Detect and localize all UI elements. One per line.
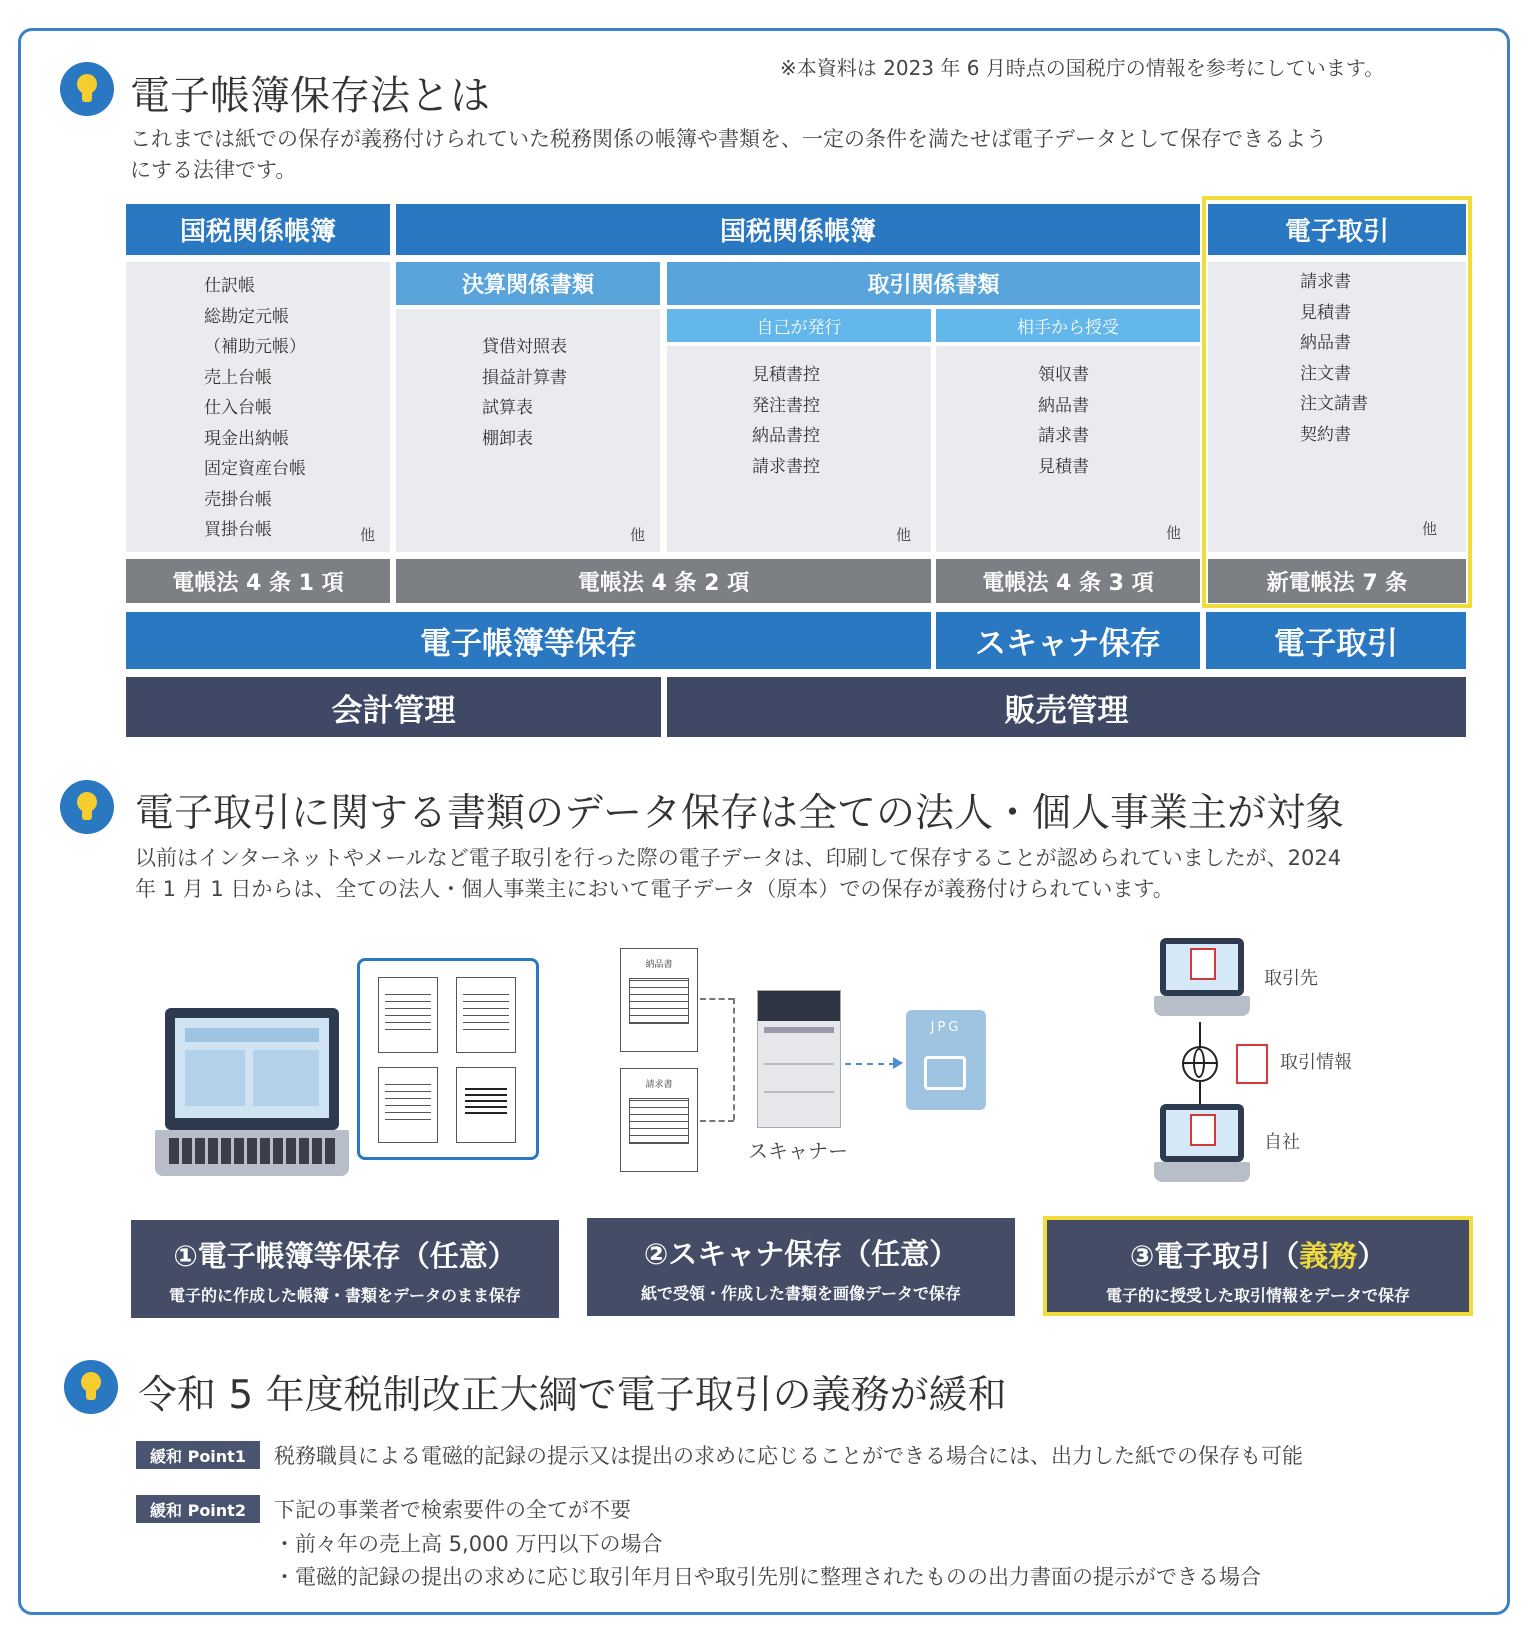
connector-line [700,1120,734,1122]
document-icon [456,977,516,1053]
connector-line [700,998,734,1000]
jpg-file-icon: JPG [906,1010,986,1110]
kessan-header: 決算関係書類 [396,262,660,305]
section2-title: 電子取引に関する書類のデータ保存は全ての法人・個人事業主が対象 [135,791,1345,836]
mgmt-accounting: 会計管理 [126,677,661,737]
transaction-info-label: 取引情報 [1280,1052,1352,1073]
section1-description: これまでは紙での保存が義務付けられていた税務関係の帳簿や書類を、一定の条件を満たせば電子データとして保存できるよう にする法律です。 [130,127,1327,182]
self-laptop-icon [1160,1104,1244,1162]
jiko-header: 自己が発行 [667,309,931,342]
mgmt-sales: 販売管理 [667,677,1466,737]
reference-note: ※本資料は 2023 年 6 月時点の国税庁の情報を参考にしています。 [780,56,1385,80]
law-2: 電帳法 4 条 2 項 [396,559,931,603]
scanner-label: スキャナー [748,1139,848,1163]
section1-title: 電子帳簿保存法とは [130,73,490,119]
aite-list: 領収書 納品書 請求書 見積書 [1038,365,1089,477]
denshi-list: 請求書 見積書 納品書 注文書 注文請書 契約書 [1300,272,1368,445]
lightbulb-icon [60,780,114,834]
paper-invoice-icon: 納品書 [620,948,698,1052]
pdf-icon [1190,948,1216,980]
self-laptop-base [1154,1162,1250,1182]
other-label: 他 [896,526,912,544]
partner-label: 取引先 [1264,968,1318,989]
mode-denshi-chobo: ①電子帳簿等保存（任意） 電子的に作成した帳簿・書類をデータのまま保存 [131,1220,559,1318]
laptop-keyboard [155,1130,349,1176]
point2-bullet-2: ・電磁的記録の提出の求めに応じ取引年月日や取引先別に整理されたものの出力書面の提示ができる場合 [274,1565,1261,1589]
torihiki-header: 取引関係書類 [667,262,1200,305]
category-denshi-torihiki: 電子取引 [1206,612,1466,669]
mode-denshi-torihiki: ③電子取引（義務） 電子的に授受した取引情報をデータで保存 [1043,1216,1473,1316]
other-label: 他 [1422,520,1438,538]
arrow-to-jpg [845,1063,895,1065]
other-label: 他 [630,526,646,544]
connector-line [733,998,735,1120]
point2-text: 下記の事業者で検索要件の全てが不要 [274,1498,631,1522]
globe-icon [1182,1046,1218,1082]
point1-text: 税務職員による電磁的記録の提示又は提出の求めに応じることができる場合には、出力した紙での保存も可能 [274,1444,1303,1468]
section2-description: 以前はインターネットやメールなど電子取引を行った際の電子データは、印刷して保存することが認められていましたが、2024 年 1 月 1 日からは、全ての法人・個人事業主において電子データ（原本）での保存が義務付けられています。 [135,846,1342,901]
lightbulb-icon [60,62,114,116]
law-1: 電帳法 4 条 1 項 [126,559,390,603]
lightbulb-icon [64,1360,118,1414]
mode-scanner: ②スキャナ保存（任意） 紙で受領・作成した書類を画像データで保存 [587,1218,1015,1316]
paper-bill-icon: 請求書 [620,1068,698,1172]
pdf-icon [1190,1114,1216,1146]
scanner-icon [757,990,841,1128]
law-4: 新電帳法 7 条 [1208,559,1466,603]
partner-laptop-base [1154,996,1250,1016]
aite-header: 相手から授受 [936,309,1200,342]
point2-badge: 緩和 Point2 [136,1495,260,1523]
document-icon [456,1067,516,1143]
arrow-head-icon [893,1057,903,1069]
col5-header: 電子取引 [1208,204,1466,255]
col1-header: 国税関係帳簿 [126,204,390,255]
category-denshi-chobo: 電子帳簿等保存 [126,612,931,669]
kessan-list: 貸借対照表 損益計算書 試算表 棚卸表 [482,337,567,449]
col234-header: 国税関係帳簿 [396,204,1200,255]
point2-bullet-1: ・前々年の売上高 5,000 万円以下の場合 [274,1532,663,1556]
self-label: 自社 [1264,1132,1300,1153]
section3-title: 令和 5 年度税制改正大綱で電子取引の義務が緩和 [138,1373,1007,1418]
category-scanner: スキャナ保存 [936,612,1200,669]
laptop-icon [165,1008,339,1130]
denshi-highlight [1202,196,1472,608]
point1-badge: 緩和 Point1 [136,1441,260,1469]
other-label: 他 [360,526,376,544]
col1-list: 仕訳帳 総勘定元帳 （補助元帳） 売上台帳 仕入台帳 現金出納帳 固定資産台帳 売掛台帳 買掛台帳 [204,276,306,540]
document-icon [378,1067,438,1143]
pdf-icon [1236,1044,1268,1084]
document-icon [378,977,438,1053]
documents-panel [357,958,539,1160]
jiko-list: 見積書控 発注書控 納品書控 請求書控 [752,365,820,477]
law-3: 電帳法 4 条 3 項 [936,559,1200,603]
partner-laptop-icon [1160,938,1244,996]
other-label: 他 [1166,524,1182,542]
